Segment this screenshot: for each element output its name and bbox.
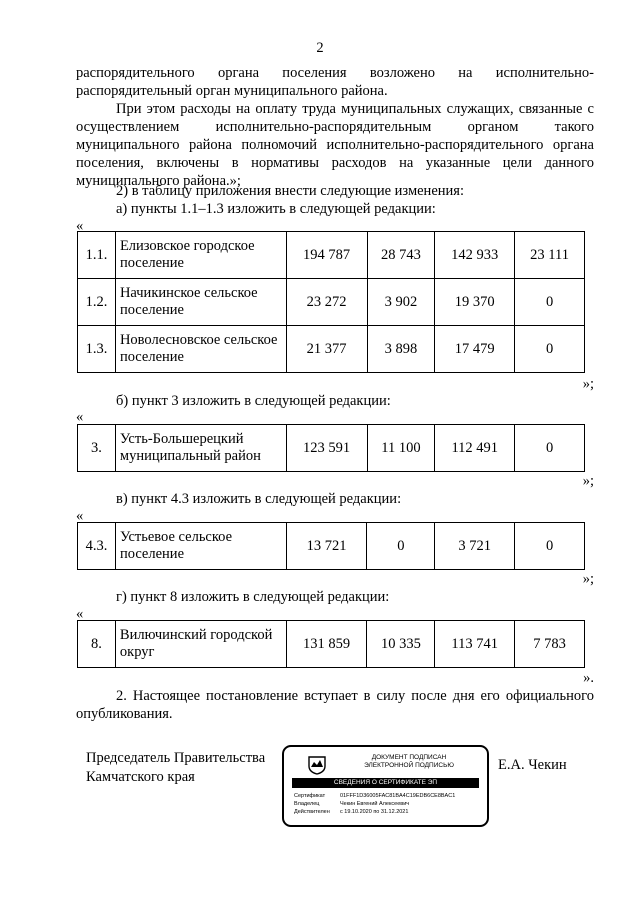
row-value-2: 3 898 <box>367 326 435 373</box>
row-value-2: 3 902 <box>367 279 435 326</box>
table-row <box>78 279 585 326</box>
signer-position-line2: Камчатского края <box>86 769 195 785</box>
row-number: 1.3. <box>78 326 116 373</box>
row-value-4: 0 <box>515 326 585 373</box>
paragraph-item-2: 2) в таблицу приложения внести следующие изменения: <box>116 183 464 199</box>
row-number: 3. <box>78 425 116 472</box>
signer-position <box>86 749 265 787</box>
row-value-2: 28 743 <box>367 232 435 279</box>
close-quote: »; <box>582 473 594 489</box>
row-value-4: 23 111 <box>515 232 585 279</box>
row-number: 4.3. <box>78 523 116 570</box>
paragraph-item-c: в) пункт 4.3 изложить в следующей редакции: <box>116 491 402 507</box>
open-quote: « <box>76 606 84 622</box>
owner-value: Чекин Евгений Алексеевич <box>340 801 410 807</box>
row-value-3: 19 370 <box>435 279 515 326</box>
cert-value: 01FFF1D36005FAC81BA4C19EDB6CE8BAC1 <box>340 793 456 799</box>
row-value-2: 0 <box>367 523 435 570</box>
row-value-2: 11 100 <box>367 425 435 472</box>
table-row <box>78 232 585 279</box>
row-value-1: 123 591 <box>286 425 367 472</box>
stamp-title <box>334 754 484 770</box>
stamp-details <box>294 792 455 816</box>
row-value-1: 13 721 <box>286 523 367 570</box>
row-name: Елизовское городское поселение <box>115 232 286 279</box>
row-value-4: 0 <box>515 425 585 472</box>
table-row <box>78 326 585 373</box>
signer-position-line1: Председатель Правительства <box>86 750 266 766</box>
paragraph-item-b: б) пункт 3 изложить в следующей редакции: <box>116 393 391 409</box>
table-row <box>78 523 585 570</box>
owner-label: Владелец <box>294 801 320 807</box>
stamp-title-line2: ЭЛЕКТРОННОЙ ПОДПИСЬЮ <box>364 762 454 769</box>
row-value-4: 0 <box>515 523 585 570</box>
stamp-title-line1: ДОКУМЕНТ ПОДПИСАН <box>371 754 447 761</box>
table-row <box>78 425 585 472</box>
row-number: 1.1. <box>78 232 116 279</box>
stamp-owner-row <box>294 800 455 808</box>
row-value-1: 21 377 <box>286 326 367 373</box>
row-name: Устьевое сельское поселение <box>115 523 286 570</box>
close-quote: »; <box>582 376 594 392</box>
row-name: Начикинское сельское поселение <box>115 279 286 326</box>
stamp-cert-row <box>294 792 455 800</box>
stamp-valid-row <box>294 808 455 816</box>
valid-label: Действителен <box>294 809 330 815</box>
page-number: 2 <box>316 40 324 56</box>
open-quote: « <box>76 508 84 524</box>
electronic-signature-stamp <box>282 745 489 827</box>
row-name: Вилючинский городской округ <box>115 621 286 668</box>
row-value-4: 0 <box>515 279 585 326</box>
table-point-8 <box>77 620 585 668</box>
row-value-1: 131 859 <box>286 621 367 668</box>
row-value-4: 7 783 <box>515 621 585 668</box>
row-value-1: 23 272 <box>286 279 367 326</box>
table-row <box>78 621 585 668</box>
open-quote: « <box>76 218 84 234</box>
close-quote: »; <box>582 571 594 587</box>
row-number: 8. <box>78 621 116 668</box>
cert-label: Сертификат <box>294 793 326 799</box>
row-name: Новолесновское сельское поселение <box>115 326 286 373</box>
row-value-3: 113 741 <box>435 621 515 668</box>
close-quote: ». <box>583 670 594 686</box>
paragraph-expenses: При этом расходы на оплату труда муниципальных служащих, связанные с осуществлением исполнительно-распорядительным органом такого муниципального района полномочий исполнительно-распорядительного органа поселения, включены в нормативы расходов на указанные цели данного муниципального района.»; <box>76 101 594 189</box>
row-value-3: 3 721 <box>435 523 515 570</box>
table-point-3 <box>77 424 585 472</box>
paragraph-effective-date: 2. Настоящее постановление вступает в силу после дня его официального опубликования. <box>76 688 594 722</box>
row-value-3: 142 933 <box>435 232 515 279</box>
coat-of-arms-icon <box>306 753 328 775</box>
table-point-4-3 <box>77 522 585 570</box>
row-name: Усть-Большерецкий муниципальный район <box>115 425 286 472</box>
row-value-3: 17 479 <box>435 326 515 373</box>
signer-name: Е.А. Чекин <box>498 757 567 773</box>
valid-value: с 19.10.2020 по 31.12.2021 <box>340 809 409 815</box>
paragraph-continuation: распорядительного органа поселения возложено на исполнительно-распорядительный орган муниципального района. <box>76 65 594 99</box>
row-value-1: 194 787 <box>286 232 367 279</box>
table-points-1-1-1-3 <box>77 231 585 373</box>
open-quote: « <box>76 409 84 425</box>
paragraph-item-a: а) пункты 1.1–1.3 изложить в следующей редакции: <box>116 201 436 217</box>
paragraph-item-d: г) пункт 8 изложить в следующей редакции: <box>116 589 390 605</box>
row-value-2: 10 335 <box>367 621 435 668</box>
row-number: 1.2. <box>78 279 116 326</box>
row-value-3: 112 491 <box>435 425 515 472</box>
stamp-header-bar: СВЕДЕНИЯ О СЕРТИФИКАТЕ ЭП <box>292 778 479 788</box>
